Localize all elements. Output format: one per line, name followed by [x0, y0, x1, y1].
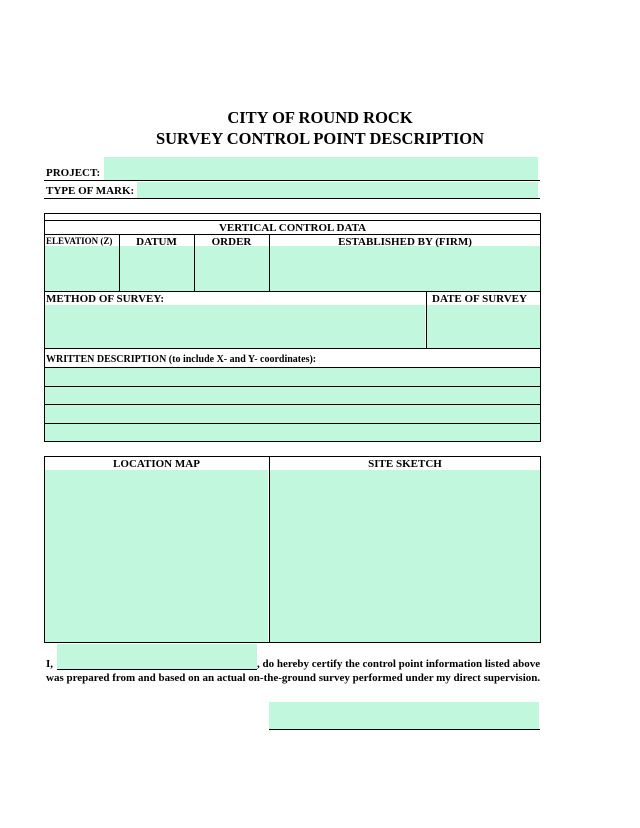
datum-input[interactable] [120, 246, 194, 291]
elevation-header: ELEVATION (Z) [46, 236, 113, 246]
type-of-mark-input[interactable] [137, 182, 538, 198]
order-header: ORDER [211, 236, 252, 248]
vertical-control-title: VERTICAL CONTROL DATA [218, 222, 367, 234]
established-by-header: ESTABLISHED BY (FIRM) [338, 236, 472, 248]
site-sketch-header: SITE SKETCH [368, 458, 442, 470]
surveyor-name-input[interactable] [57, 644, 257, 669]
type-of-mark-label: TYPE OF MARK: [46, 185, 135, 197]
method-of-survey-label: METHOD OF SURVEY: [46, 293, 164, 305]
date-of-survey-label: DATE OF SURVEY [432, 293, 527, 305]
location-map-area[interactable] [45, 470, 268, 642]
date-of-survey-input[interactable] [427, 305, 540, 348]
type-of-mark-underline [44, 198, 540, 199]
project-input[interactable] [104, 157, 538, 180]
datum-header: DATUM [136, 236, 177, 248]
elevation-input[interactable] [45, 246, 119, 291]
certify-prefix: I, [46, 658, 54, 670]
method-of-survey-input[interactable] [45, 305, 425, 348]
site-sketch-area[interactable] [270, 470, 540, 642]
project-underline [44, 180, 540, 181]
signature-line [269, 729, 540, 730]
signature-input[interactable] [269, 702, 539, 729]
project-label: PROJECT: [46, 167, 101, 179]
page-subtitle: SURVEY CONTROL POINT DESCRIPTION [155, 129, 485, 148]
order-input[interactable] [195, 246, 269, 291]
written-description-label: WRITTEN DESCRIPTION (to include X- and Y- coordinates): [46, 354, 317, 365]
location-map-header: LOCATION MAP [113, 458, 200, 470]
established-by-input[interactable] [270, 246, 540, 291]
certify-statement-line2: was prepared from and based on an actual on-the-ground survey performed under my direct supervision. [46, 672, 541, 684]
page-title: CITY OF ROUND ROCK [227, 108, 413, 127]
certify-statement: , do hereby certify the control point information listed above [257, 658, 541, 670]
